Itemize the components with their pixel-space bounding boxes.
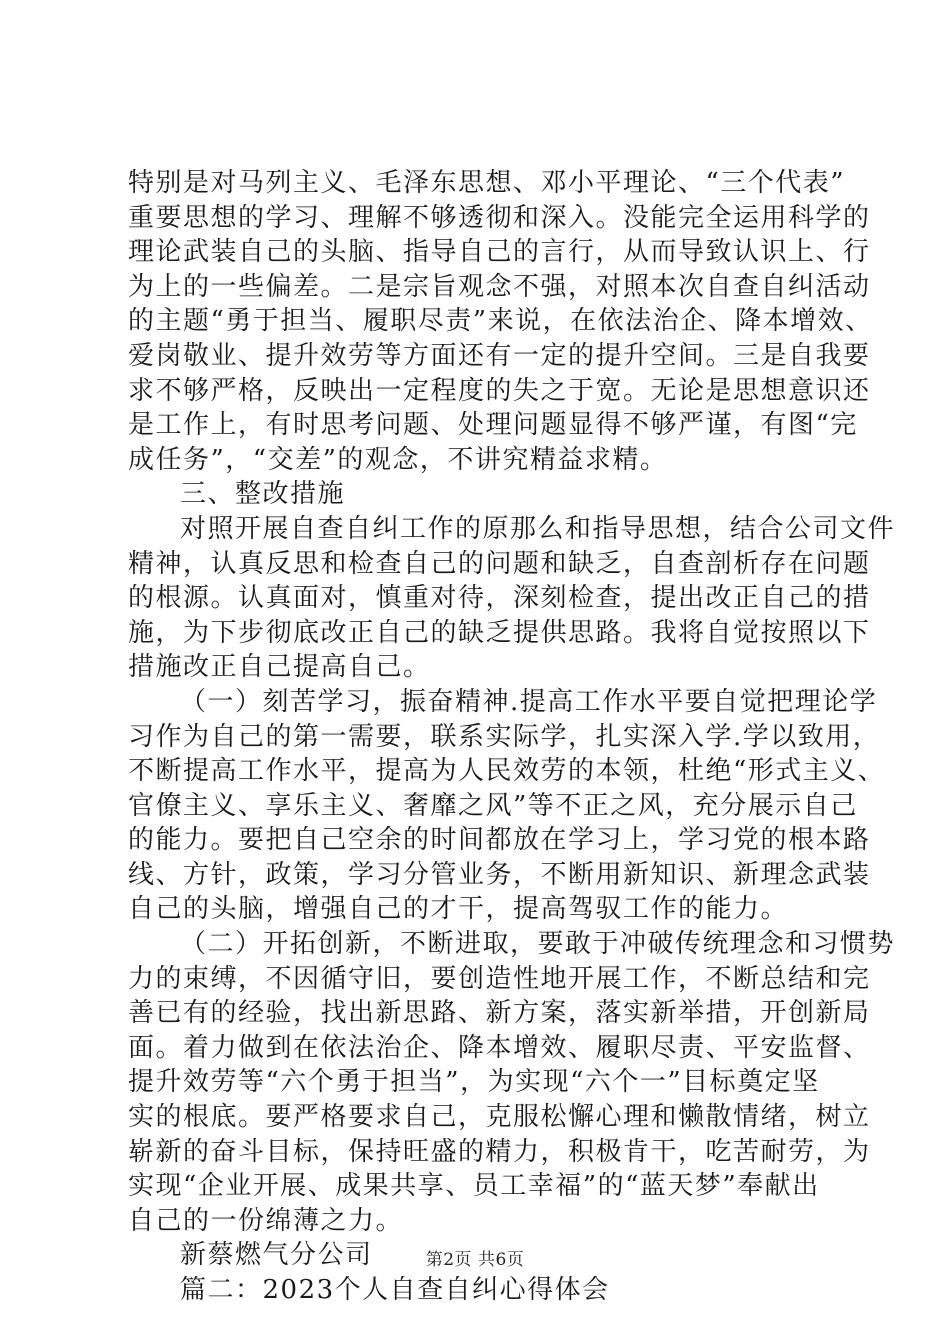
section-title: 篇二：2023个人自查自纠心得体会	[180, 1275, 610, 1305]
text-line: 求不够严格，反映出一定程度的失之于宽。无论是思想意识还	[128, 375, 871, 406]
text-line: 是工作上，有时思考问题、处理问题显得不够严谨，有图“完	[128, 410, 858, 441]
document-body	[128, 166, 896, 1308]
text-line: 自己的一份绵薄之力。	[128, 1205, 404, 1236]
text-line: 善已有的经验，找出新思路、新方案，落实新举措，开创新局	[128, 998, 871, 1029]
text-line: 理论武装自己的头脑、指导自己的言行，从而导致认识上、行	[128, 237, 871, 268]
text-line: 的根源。认真面对，慎重对待，深刻检查，提出改正自己的措	[128, 583, 871, 614]
text-line: 特别是对马列主义、毛泽东思想、邓小平理论、“三个代表”	[128, 168, 846, 198]
text-line: 面。着力做到在依法治企、降本增效、履职尽责、平安监督、	[128, 1032, 871, 1063]
text-line: 崭新的奋斗目标，保持旺盛的精力，积极肯干，吃苦耐劳，为	[128, 1136, 871, 1167]
text-line: 不断提高工作水平，提高为人民效劳的本领，杜绝“形式主义、	[128, 756, 886, 787]
text-line: 重要思想的学习、理解不够透彻和深入。没能完全运用科学的	[128, 202, 871, 233]
text-line: 措施改正自己提高自己。	[128, 652, 431, 683]
text-line: 对照开展自查自纠工作的原那么和指导思想，结合公司文件	[180, 513, 896, 544]
text-line: 的主题“勇于担当、履职尽责”来说，在依法治企、降本增效、	[128, 306, 873, 337]
text-line: 力的束缚，不因循守旧，要创造性地开展工作，不断总结和完	[128, 963, 871, 994]
text-line: 精神，认真反思和检查自己的问题和缺乏，自查剖析存在问题	[128, 548, 871, 579]
text-line: （一）刻苦学习，振奋精神.提高工作水平要自觉把理论学	[180, 686, 878, 717]
text-line: 实现“企业开展、成果共享、员工幸福”的“蓝天梦”奉献出	[128, 1171, 820, 1202]
text-line: 习作为自己的第一需要，联系实际学，扎实深入学.学以致用，	[128, 721, 881, 752]
text-line: 自己的头脑，增强自己的才干，提高驾驭工作的能力。	[128, 894, 789, 925]
text-line: 成任务”，“交差”的观念，不讲究精益求精。	[128, 444, 668, 475]
text-line: 的能力。要把自己空余的时间都放在学习上，学习党的根本路	[128, 825, 871, 856]
text-line: 官僚主义、享乐主义、奢靡之风”等不正之风，充分展示自己	[128, 790, 858, 821]
text-line: 为上的一些偏差。二是宗旨观念不强，对照本次自查自纠活动	[128, 271, 871, 302]
text-line: 线、方针，政策，学习分管业务，不断用新知识、新理念武装	[128, 859, 871, 890]
section-heading: 三、整改措施	[180, 479, 346, 510]
page-footer: 第2页 共6页	[425, 1250, 525, 1270]
text-line: 实的根底。要严格要求自己，克服松懈心理和懒散情绪，树立	[128, 1102, 871, 1133]
text-line: 施，为下步彻底改正自己的缺乏提供思路。我将自觉按照以下	[128, 617, 871, 648]
text-line: （二）开拓创新，不断进取，要敢于冲破传统理念和习惯势	[180, 929, 896, 960]
text-line: 爱岗敬业、提升效劳等方面还有一定的提升空间。三是自我要	[128, 340, 871, 371]
text-line: 提升效劳等“六个勇于担当”，为实现“六个一”目标奠定坚	[128, 1067, 820, 1098]
signature-line: 新蔡燃气分公司	[180, 1240, 373, 1271]
